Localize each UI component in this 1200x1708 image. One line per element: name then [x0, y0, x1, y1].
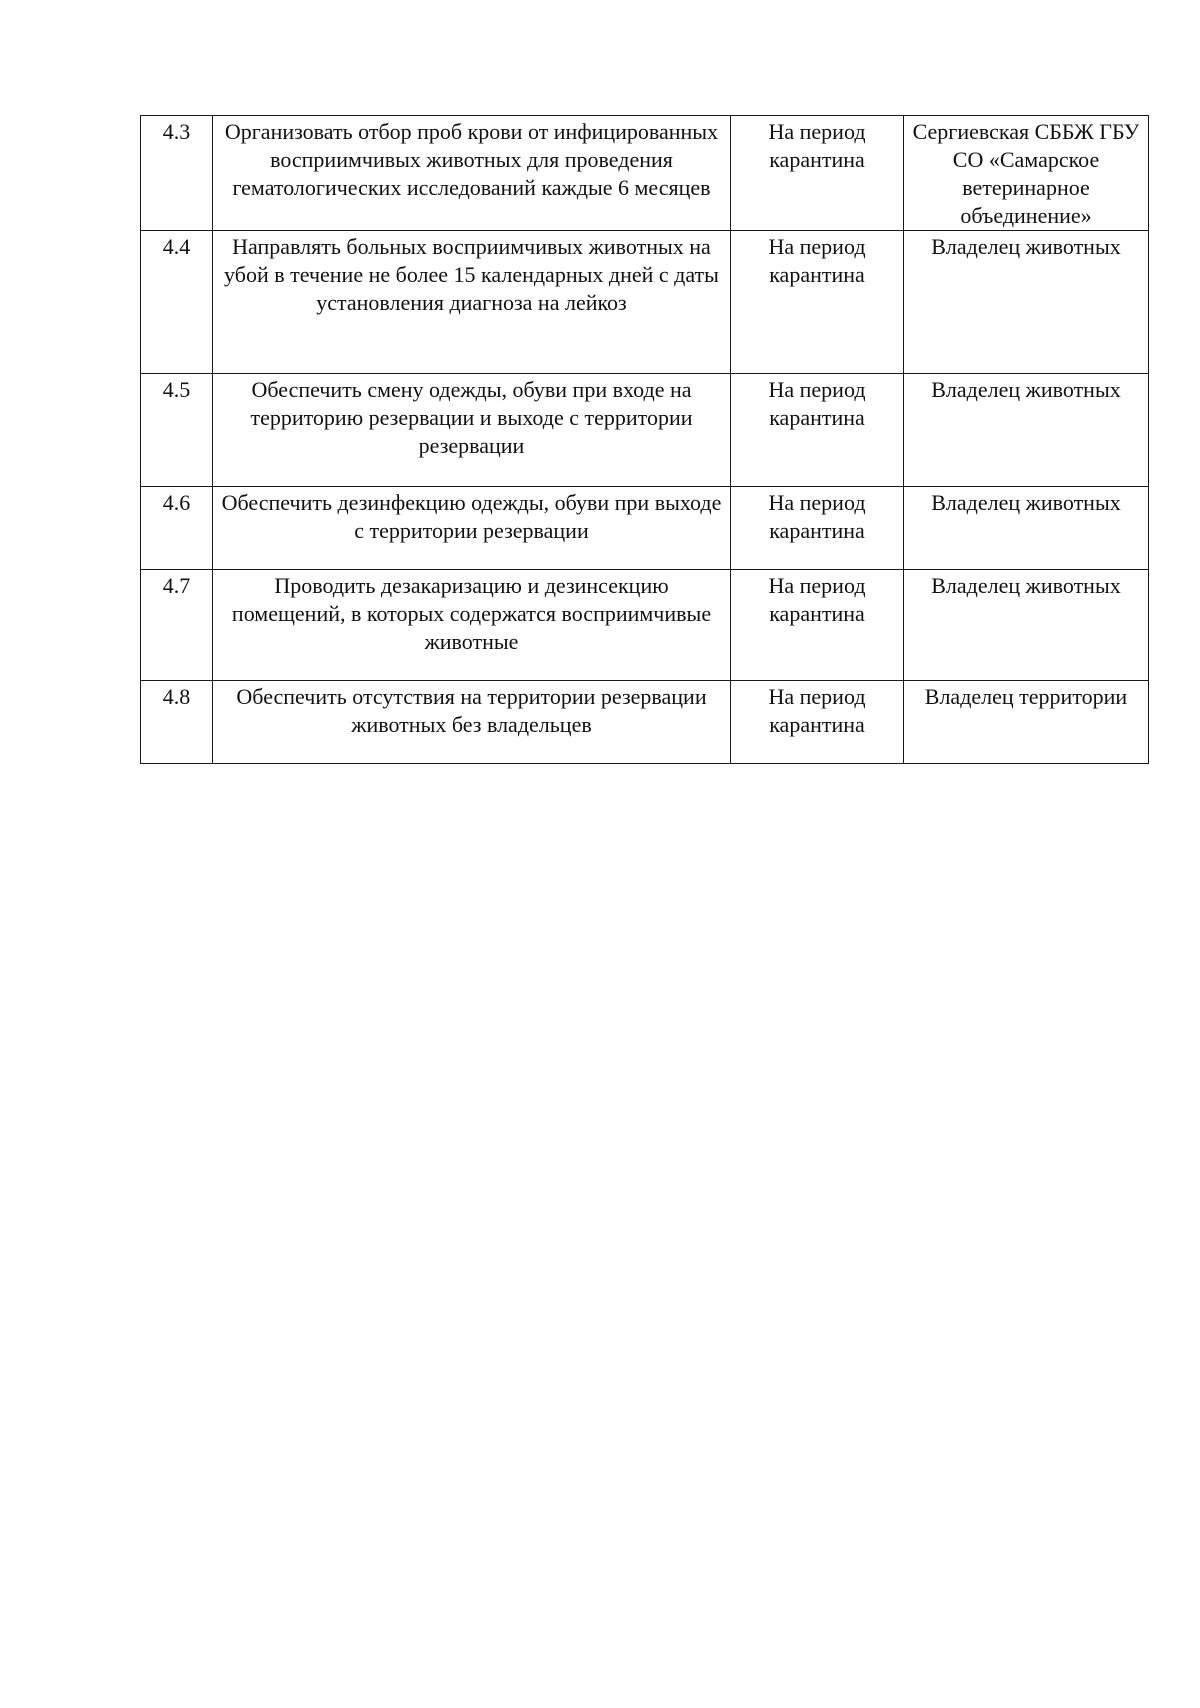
table-row [141, 570, 1149, 681]
item-number: 4.7 [141, 570, 213, 681]
measures-table [140, 115, 1149, 764]
table-row [141, 487, 1149, 570]
item-number: 4.4 [141, 231, 213, 374]
action-text: Обеспечить отсутствия на территории резервации животных без владельцев [213, 681, 731, 764]
responsible-text: Владелец животных [904, 487, 1149, 570]
action-text: Направлять больных восприимчивых животных на убой в течение не более 15 календарных дней с даты установления диагноза на лейкоз [213, 231, 731, 374]
action-text: Обеспечить дезинфекцию одежды, обуви при выходе с территории резервации [213, 487, 731, 570]
item-number: 4.3 [141, 116, 213, 231]
responsible-text: Владелец территории [904, 681, 1149, 764]
action-text: Организовать отбор проб крови от инфицированных восприимчивых животных для проведения гематологических исследований каждые 6 месяцев [213, 116, 731, 231]
responsible-text: Владелец животных [904, 374, 1149, 487]
item-number: 4.5 [141, 374, 213, 487]
action-text: Проводить дезакаризацию и дезинсекцию помещений, в которых содержатся восприимчивые животные [213, 570, 731, 681]
table-row [141, 116, 1149, 231]
item-number: 4.8 [141, 681, 213, 764]
table-row [141, 681, 1149, 764]
responsible-text: Владелец животных [904, 570, 1149, 681]
action-text: Обеспечить смену одежды, обуви при входе на территорию резервации и выходе с территории резервации [213, 374, 731, 487]
item-number: 4.6 [141, 487, 213, 570]
responsible-text: Сергиевская СББЖ ГБУ СО «Самарское ветеринарное объединение» [904, 116, 1149, 231]
term-text: На период карантина [731, 231, 904, 374]
term-text: На период карантина [731, 681, 904, 764]
term-text: На период карантина [731, 487, 904, 570]
table-row [141, 231, 1149, 374]
responsible-text: Владелец животных [904, 231, 1149, 374]
term-text: На период карантина [731, 374, 904, 487]
table-row [141, 374, 1149, 487]
term-text: На период карантина [731, 570, 904, 681]
term-text: На период карантина [731, 116, 904, 231]
